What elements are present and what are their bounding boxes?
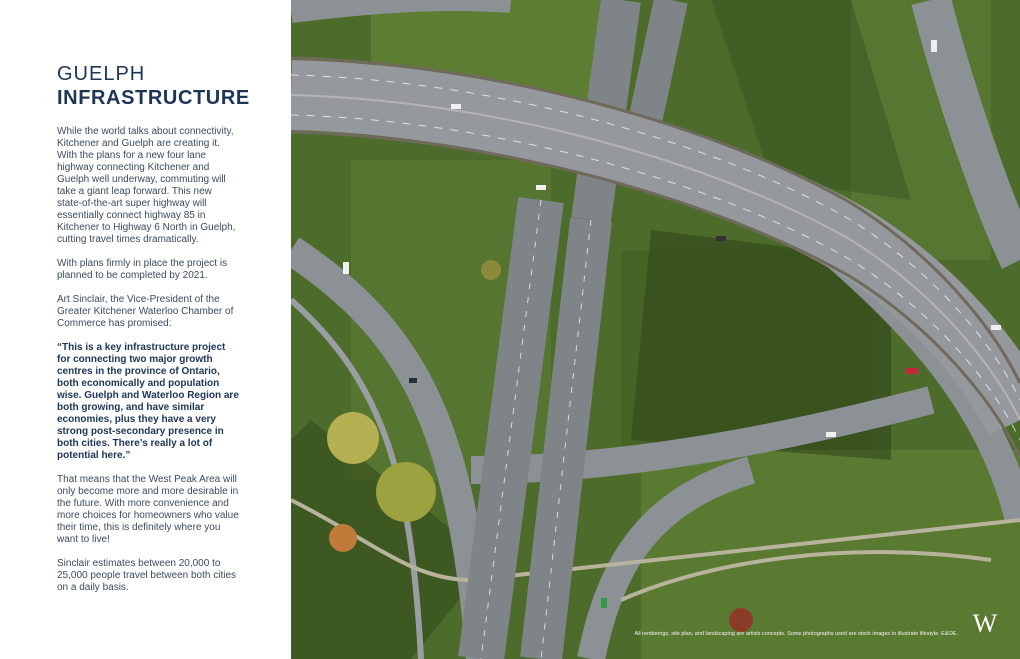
brand-logo-letter: W: [972, 609, 998, 638]
paragraph-intro: While the world talks about connectivity, Kitchener and Guelph are creating it. With the plans for a new four lane highway connecting Kitchener and Guelph well underway, commuting will take a giant leap forward. This new state-of-the-art super highway will essentially connect highway 85 in Kitchener to Highway 6 North in Guelph, cutting travel times dramatically.: [57, 126, 236, 245]
article-body: [57, 126, 239, 606]
highway-interchange-photo: [291, 0, 1020, 659]
title-line-city: GUELPH: [57, 63, 146, 85]
paragraph-completion: With plans firmly in place the project is planned to be completed by 2021.: [57, 258, 228, 281]
brand-logo: [970, 609, 1000, 639]
title-line-topic: INFRASTRUCTURE: [57, 87, 250, 109]
paragraph-attribution: Art Sinclair, the Vice-President of the Greater Kitchener Waterloo Chamber of Commerce has promised:: [57, 294, 234, 329]
page-title: [57, 62, 250, 110]
paragraph-west-peak: That means that the West Peak Area will only become more and more desirable in the future. With more convenience and more choices for homeowners who value their time, this is definitely where you want to live!: [57, 474, 239, 545]
text-panel: [0, 0, 291, 659]
pull-quote: “This is a key infrastructure project for connecting two major growth centres in the province of Ontario, both economically and population wise. Guelph and Waterloo Region are both growing, and have similar economies, plus they have a very strong post-secondary presence in both cities. There’s really a lot of potential here.”: [57, 342, 239, 461]
paragraph-commuters: Sinclair estimates between 20,000 to 25,000 people travel between both cities on a daily basis.: [57, 558, 237, 593]
disclaimer-note: All renderings, site plan, and landscaping are artists concepts. Some photographs used are stock images to illustrate lifestyle. E&OE.: [634, 631, 958, 637]
aerial-interchange-illustration: [291, 0, 1020, 659]
